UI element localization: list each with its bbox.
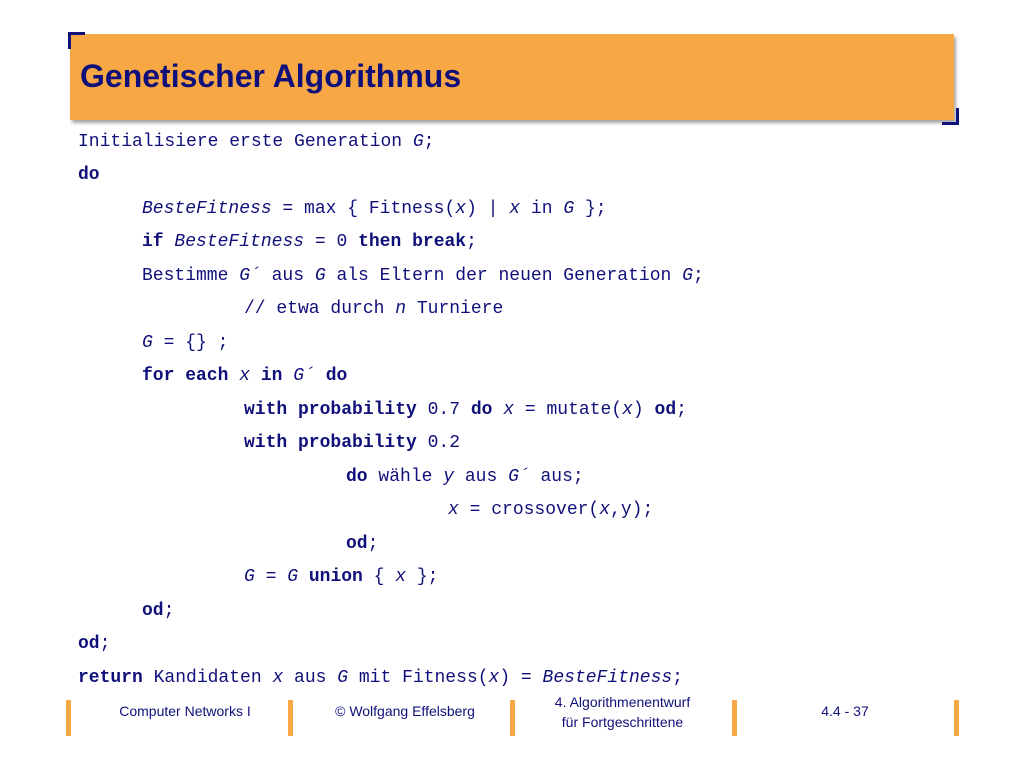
footer-divider bbox=[510, 700, 515, 736]
code-line: Bestimme G´ aus G als Eltern der neuen Generation G; bbox=[142, 266, 704, 286]
code-line: do wähle y aus G´ aus; bbox=[346, 467, 584, 487]
slide-title: Genetischer Algorithmus bbox=[80, 58, 462, 94]
code-line: do bbox=[78, 165, 100, 185]
code-line: with probability 0.2 bbox=[244, 433, 461, 453]
code-line: od; bbox=[346, 534, 379, 554]
title-bar bbox=[70, 34, 954, 120]
footer-divider bbox=[66, 700, 71, 736]
footer-divider bbox=[954, 700, 959, 736]
code-line: G = G union { x }; bbox=[244, 567, 439, 587]
footer-chapter-line1: 4. Algorithmenentwurf bbox=[554, 694, 691, 710]
code-line: x = crossover(x,y); bbox=[448, 500, 654, 520]
code-line: BesteFitness = max { Fitness(x) | x in G }; bbox=[142, 199, 607, 219]
footer-page-number: 4.4 - 37 bbox=[821, 703, 869, 719]
corner-mark-top-left bbox=[68, 32, 85, 49]
code-line: return Kandidaten x aus G mit Fitness(x) = BesteFitness; bbox=[78, 668, 683, 688]
code-line: G = {} ; bbox=[142, 333, 229, 353]
footer-author: © Wolfgang Effelsberg bbox=[335, 703, 475, 719]
code-line: od; bbox=[78, 634, 111, 654]
corner-mark-bottom-right bbox=[942, 108, 959, 125]
footer-divider bbox=[288, 700, 293, 736]
footer-chapter-line2: für Fortgeschrittene bbox=[561, 714, 684, 730]
code-line: // etwa durch n Turniere bbox=[244, 299, 504, 319]
code-line: for each x in G´ do bbox=[142, 366, 348, 386]
code-line: od; bbox=[142, 601, 175, 621]
code-line: Initialisiere erste Generation G; bbox=[78, 132, 435, 152]
code-line: with probability 0.7 do x = mutate(x) od; bbox=[244, 400, 687, 420]
footer-course: Computer Networks I bbox=[119, 703, 251, 719]
footer-divider bbox=[732, 700, 737, 736]
code-line: if BesteFitness = 0 then break; bbox=[142, 232, 477, 252]
